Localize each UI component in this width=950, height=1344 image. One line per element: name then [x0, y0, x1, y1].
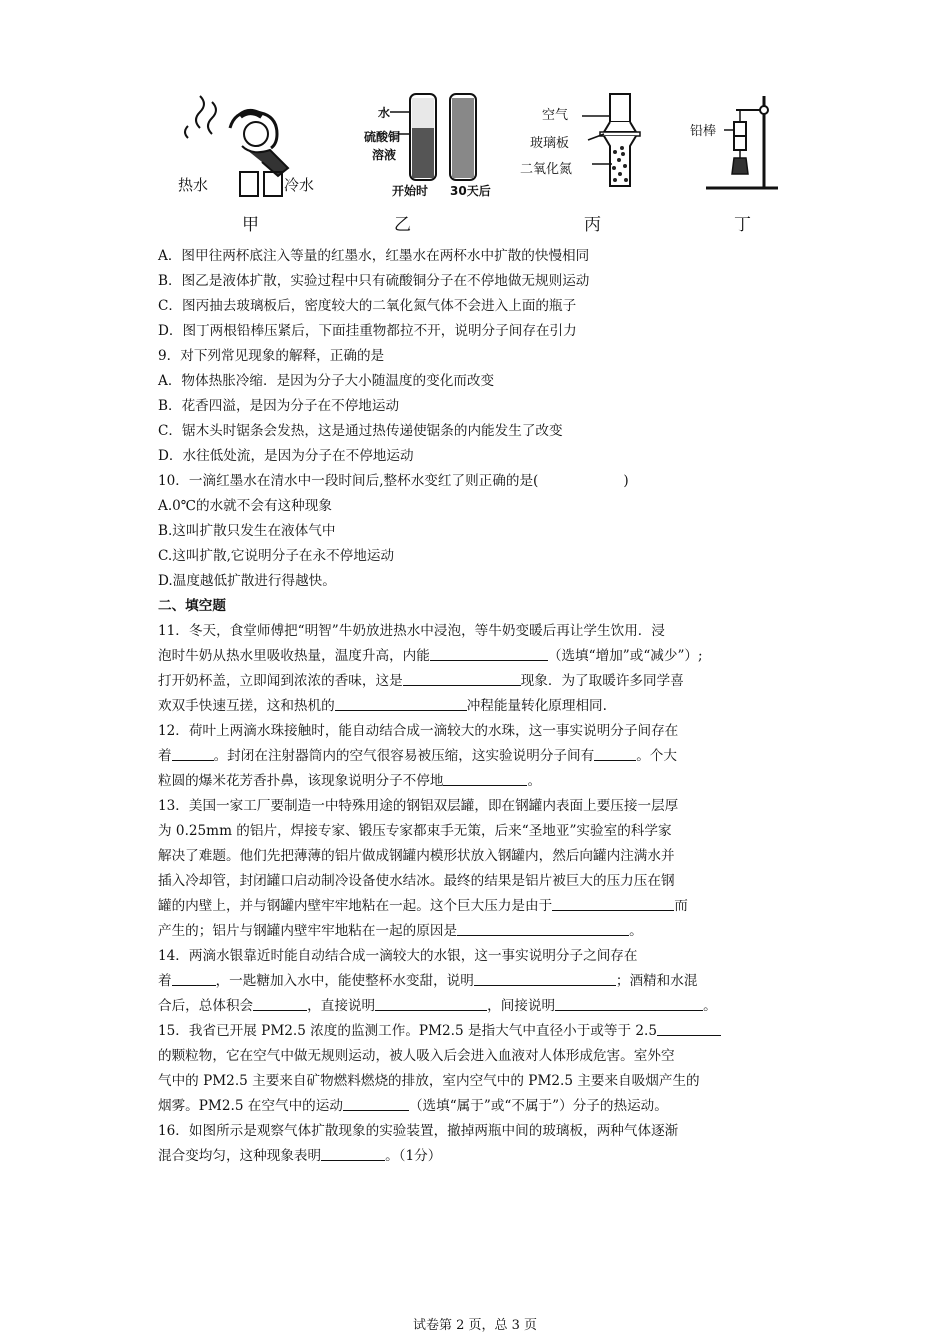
q13-line5 [158, 894, 798, 919]
q11-blank-2[interactable] [403, 671, 521, 686]
figure-jia-caption: 甲 [242, 215, 259, 235]
cuso4-label: 硫酸铜 [364, 130, 401, 144]
q13-line6-b: 。 [629, 923, 643, 939]
figure-yi [350, 88, 500, 238]
q14-line3-b: ，直接说明 [307, 998, 376, 1014]
q15-line4 [158, 1094, 798, 1119]
q12-blank-3[interactable] [443, 771, 527, 786]
q12-line3-a: 粒圆的爆米花芳香扑鼻，该现象说明分子不停地 [158, 773, 444, 789]
q12-line1: 12．荷叶上两滴水珠接触时，能自动结合成一滴较大的水珠，这一事实说明分子间存在 [158, 723, 679, 739]
q11-line1: 11．冬天，食堂师傅把“明智”牛奶放进热水中浸泡，等牛奶变暖后再让学生饮用．浸 [158, 623, 665, 639]
q14-line1: 14．两滴水银靠近时能自动结合成一滴较大的水银，这一事实说明分子之间存在 [158, 948, 638, 964]
figure-yi-caption: 乙 [394, 215, 411, 235]
q11-blank-1[interactable] [430, 646, 548, 661]
q9-stem: 9．对下列常见现象的解释，正确的是 [158, 348, 385, 364]
q15-line1-a: 15．我省已开展 PM2.5 浓度的监测工作。PM2.5 是指大气中直径小于或等于 2.5 [158, 1023, 658, 1039]
q12-line3-b: 。 [527, 773, 542, 789]
q11-line4-b: 冲程能量转化原理相同. [466, 698, 607, 714]
q13-line4: 插入冷却管，封闭罐口启动制冷设备使水结冰。最终的结果是铝片被巨大的压力压在钢 [158, 873, 675, 889]
lead-rod-label: 铅棒 [690, 124, 717, 139]
q12-line2-b: 。封闭在注射器筒内的空气很容易被压缩，这实验说明分子间有 [213, 748, 595, 764]
page-footer: 试卷第 2 页，总 3 页 [412, 1318, 538, 1333]
q14-blank-5[interactable] [555, 996, 703, 1011]
q11-line2 [158, 644, 798, 669]
q13-line5-a: 罐的内壁上，并与钢罐内壁牢牢地粘在一起。这个巨大压力是由于 [158, 898, 553, 914]
section-fill-in-heading: 二、填空题 [158, 598, 226, 614]
q14-line3-a: 合后，总体积会 [158, 998, 254, 1014]
q12-line2-a: 着 [158, 748, 172, 764]
q13-line1: 13．美国一家工厂要制造一中特殊用途的钢铝双层罐，即在钢罐内表面上要压接一层厚 [158, 798, 679, 814]
q14-line2-a: 着 [158, 973, 172, 989]
q14-blank-4[interactable] [375, 996, 487, 1011]
cold-water-label: 冷水 [284, 176, 315, 194]
q16-blank-1[interactable] [321, 1146, 385, 1161]
q15-line1 [158, 1019, 798, 1044]
figure-ding-drawing [690, 88, 810, 198]
air-label: 空气 [542, 108, 569, 123]
glass-plate-label: 玻璃板 [530, 136, 570, 151]
q12-line2 [158, 744, 798, 769]
q14-blank-1[interactable] [172, 971, 216, 986]
q12-blank-1[interactable] [172, 746, 214, 761]
q10-stem [158, 469, 798, 494]
q16-line2-b: 。（1分） [385, 1148, 442, 1164]
q14-line2 [158, 969, 798, 994]
q14-line3-c: ，间接说明 [487, 998, 556, 1014]
q11-line3-a: 打开奶杯盖，立即闻到浓浓的香味，这是 [158, 673, 403, 689]
no2-label: 二氧化氮 [520, 162, 573, 177]
q13-line2: 为 0.25mm 的铝片，焊接专家、锻压专家都束手无策，后来“圣地亚”实验室的科学家 [158, 823, 672, 839]
q14-line2-c: ；酒精和水混 [615, 973, 698, 989]
q10-stem-text: 10．一滴红墨水在清水中一段时间后,整杯水变红了则正确的是( [158, 473, 539, 489]
q16-line1: 16．如图所示是观察气体扩散现象的实验装置，撤掉两瓶中间的玻璃板，两种气体逐渐 [158, 1123, 679, 1139]
q11-line3 [158, 669, 798, 694]
q12-line3 [158, 769, 798, 794]
q8-option-c: C．图丙抽去玻璃板后，密度较大的二氧化氮气体不会进入上面的瓶子 [158, 298, 577, 314]
q12-blank-2[interactable] [594, 746, 636, 761]
figure-bing [520, 88, 662, 238]
q8-option-a: A．图甲往两杯底注入等量的红墨水，红墨水在两杯水中扩散的快慢相同 [158, 248, 590, 264]
q14-line3 [158, 994, 798, 1019]
figure-jia [170, 88, 320, 238]
q13-blank-1[interactable] [552, 896, 674, 911]
q16-line2 [158, 1144, 798, 1169]
q10-stem-end: ) [623, 473, 629, 489]
water-label: 水 [378, 106, 391, 120]
figures-row [150, 88, 810, 238]
q12-line2-c: 。个大 [636, 748, 677, 764]
q11-line3-b: 现象．为了取暖许多同学喜 [520, 673, 684, 689]
q9-option-d: D．水往低处流，是因为分子在不停地运动 [158, 448, 414, 464]
q15-line2: 的颗粒物，它在空气中做无规则运动，被人吸入后会进入血液对人体形成危害。室外空 [158, 1048, 675, 1064]
q10-option-b: B.这叫扩散只发生在液体气中 [158, 523, 336, 539]
solution-label: 溶液 [372, 148, 397, 162]
q13-line6 [158, 919, 798, 944]
q8-option-d: D．图丁两根铅棒压紧后，下面挂重物都拉不开，说明分子间存在引力 [158, 323, 577, 339]
q11-line4 [158, 694, 798, 719]
q9-option-a: A．物体热胀冷缩．是因为分子大小随温度的变化而改变 [158, 373, 495, 389]
q13-line5-b: 而 [674, 898, 688, 914]
q13-line3: 解决了难题。他们先把薄薄的铝片做成钢罐内模形状放入钢罐内，然后向罐内注满水并 [158, 848, 675, 864]
q10-option-a: A.0℃的水就不会有这种现象 [158, 498, 332, 514]
figure-ding [690, 88, 810, 238]
q15-line4-b: （选填“属于”或“不属于”）分子的热运动。 [408, 1098, 668, 1114]
q11-line4-a: 欢双手快速互搓，这和热机的 [158, 698, 335, 714]
hot-water-label: 热水 [178, 176, 209, 194]
q14-line3-d: 。 [703, 998, 717, 1014]
q15-line4-a: 烟雾。PM2.5 在空气中的运动 [158, 1098, 343, 1114]
q15-line3: 气中的 PM2.5 主要来自矿物燃料燃烧的排放，室内空气中的 PM2.5 主要来自吸烟产生的 [158, 1073, 700, 1089]
q10-option-c: C.这叫扩散,它说明分子在永不停地运动 [158, 548, 395, 564]
q13-line6-a: 产生的；铝片与钢罐内壁牢牢地粘在一起的原因是 [158, 923, 458, 939]
q14-blank-3[interactable] [253, 996, 307, 1011]
q10-option-d: D.温度越低扩散进行得越快。 [158, 573, 336, 589]
q11-blank-3[interactable] [335, 696, 467, 711]
question-content [158, 244, 798, 1169]
q15-blank-1[interactable] [657, 1021, 721, 1036]
q16-line2-a: 混合变均匀，这种现象表明 [158, 1148, 322, 1164]
after-30-days-label: 30天后 [450, 184, 491, 198]
figure-bing-caption: 丙 [584, 215, 601, 235]
q13-blank-2[interactable] [457, 921, 629, 936]
q14-blank-2[interactable] [474, 971, 616, 986]
figure-ding-caption: 丁 [734, 215, 751, 235]
q9-option-c: C．锯木头时锯条会发热，这是通过热传递使锯条的内能发生了改变 [158, 423, 563, 439]
start-label: 开始时 [392, 184, 429, 198]
q14-line2-b: ，一匙糖加入水中，能使整杯水变甜，说明 [215, 973, 474, 989]
q11-line2-a: 泡时牛奶从热水里吸收热量，温度升高，内能 [158, 648, 430, 664]
q9-option-b: B．花香四溢，是因为分子在不停地运动 [158, 398, 400, 414]
q15-blank-2[interactable] [343, 1096, 409, 1111]
q11-line2-b: （选填“增加”或“减少”）; [547, 648, 703, 664]
q8-option-b: B．图乙是液体扩散，实验过程中只有硫酸铜分子在不停地做无规则运动 [158, 273, 590, 289]
